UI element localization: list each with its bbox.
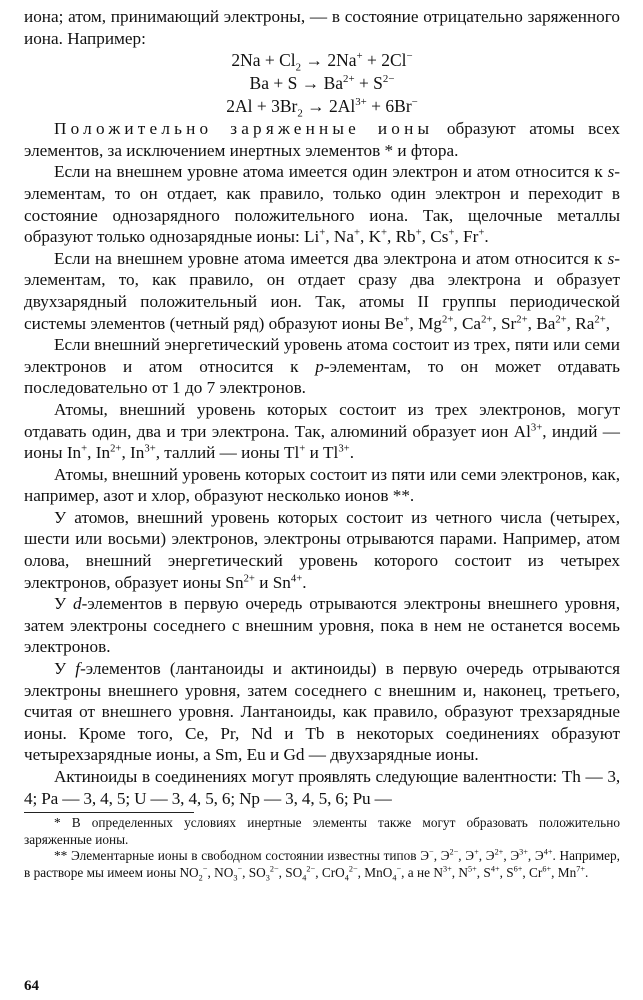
paragraph-intro: иона; атом, принимающий электроны, — в состояние отрицательно заряженного иона. Например: <box>24 7 620 48</box>
equation-barium-sulfur: $Ba + S \to Ba^{2+} + S^{2-}$ <box>249 73 395 94</box>
paragraph-f-elements: У f-элементов (лантаноиды и актиноиды) в первую очередь отрываются электроны внешнего уровня, затем соседнего с внешним и, наконец, третьего, считая от внешнего уровня. Лантаноиды, как правило, образуют трехзарядные ионы. Кроме того, Ce, Pr, Nd и Tb в некоторых соединениях образуют четырехзарядные ионы, а Sm, Eu и Gd — двухзарядные ионы. <box>24 659 621 765</box>
paragraph-p-elements: Если внешний энергетический уровень атома состоит из трех, пяти или семи электронов и атом относится к p-элементам, то он может отдавать последовательно от 1 до 7 электронов. <box>24 335 620 398</box>
page-number: 64 <box>24 978 39 994</box>
footnote-2: ** Элементарные ионы в свободном состоянии известны типов Э−, $Э^{2-}$, Э+, $Э^{2+}$, $Э^{3+}$, $Э^{4+}$. Например, в растворе мы имеем ионы $NO_2^-$, $NO_3^-$, $SO_3^{2-}$, $SO_4^{2-}$, CrO$_4^{2-}$, MnO$_4$−, а не $N^{3+}$, $N^{5+}$, $S^{4+}$, $S^{6+}$, $Cr^{6+}$, $Mn^{7+}$. <box>24 847 621 883</box>
footnote-1: * В определенных условиях инертные элементы также могут образовать положительно заряженные ионы. <box>24 815 620 847</box>
paragraph-positive-ions-rest: образуют атомы всех элементов, за исключением инертных элементов * и фтора. <box>24 119 620 160</box>
equation-sodium-chlorine: $2Na + Cl_2 \to 2Na^+ + 2Cl^-$ <box>231 50 413 74</box>
emphasis-positive-ions: Положительно заряженные ионы <box>54 119 434 139</box>
paragraph-three-electrons: Атомы, внешний уровень которых состоит из трех электронов, могут отдавать один, два и три электрона. Так, алюминий образует ион $Al^{3+}$, индий — ионы In+, $In^{2+}$, $In^{3+}$, таллий — ионы Tl+ и $Tl^{3+}$. <box>24 399 620 463</box>
page-body <box>24 6 620 882</box>
paragraph-actinoids: Актиноиды в соединениях могут проявлять следующие валентности: Th — 3, 4; Pa — 3, 4, 5; U — 3, 4, 5, 6; Np — 3, 4, 5, 6; Pu — <box>24 767 620 808</box>
paragraph-five-seven-electrons: Атомы, внешний уровень которых состоит из пяти или семи электронов, как, например, азот и хлор, образуют несколько ионов **. <box>24 464 620 506</box>
paragraph-positive-ions <box>24 118 620 161</box>
paragraph-one-electron: Если на внешнем уровне атома имеется один электрон и атом относится к s-элементам, то он отдает, как правило, только один электрон и переходит в состояние однозарядного положительного иона. Так, щелочные металлы образуют только однозарядные ионы: Li+, Na+, K+, Rb+, Cs+, Fr+. <box>24 162 620 247</box>
paragraph-d-elements: У d-элементов в первую очередь отрываются электроны внешнего уровня, затем электроны соседнего с внешним уровня, пока в нем не останется восемь электронов. <box>24 594 620 657</box>
paragraph-two-electrons: Если на внешнем уровне атома имеется два электрона и атом относится к s-элементам, то, как правило, он отдает сразу два электрона и образует двухзарядный положительный ион. Так, атомы II группы периодической системы элементов (четный ряд) образуют ионы Be+, $Mg^{2+}$, $Ca^{2+}$, $Sr^{2+}$, $Ba^{2+}$, $Ra^{2+}$, <box>24 248 620 333</box>
paragraph-even-electrons: У атомов, внешний уровень которых состоит из четного числа (четырех, шести или восьми) электронов, электроны отрываются парами. Например, атом олова, внешний энергетический уровень которого состоит из четырех электронов, образует ионы $Sn^{2+}$ и $Sn^{4+}$. <box>24 507 620 592</box>
footnote-divider <box>24 812 194 813</box>
equation-aluminum-bromine: $2Al + 3Br_2 \to 2Al^{3+} + 6Br^-$ <box>226 96 418 120</box>
